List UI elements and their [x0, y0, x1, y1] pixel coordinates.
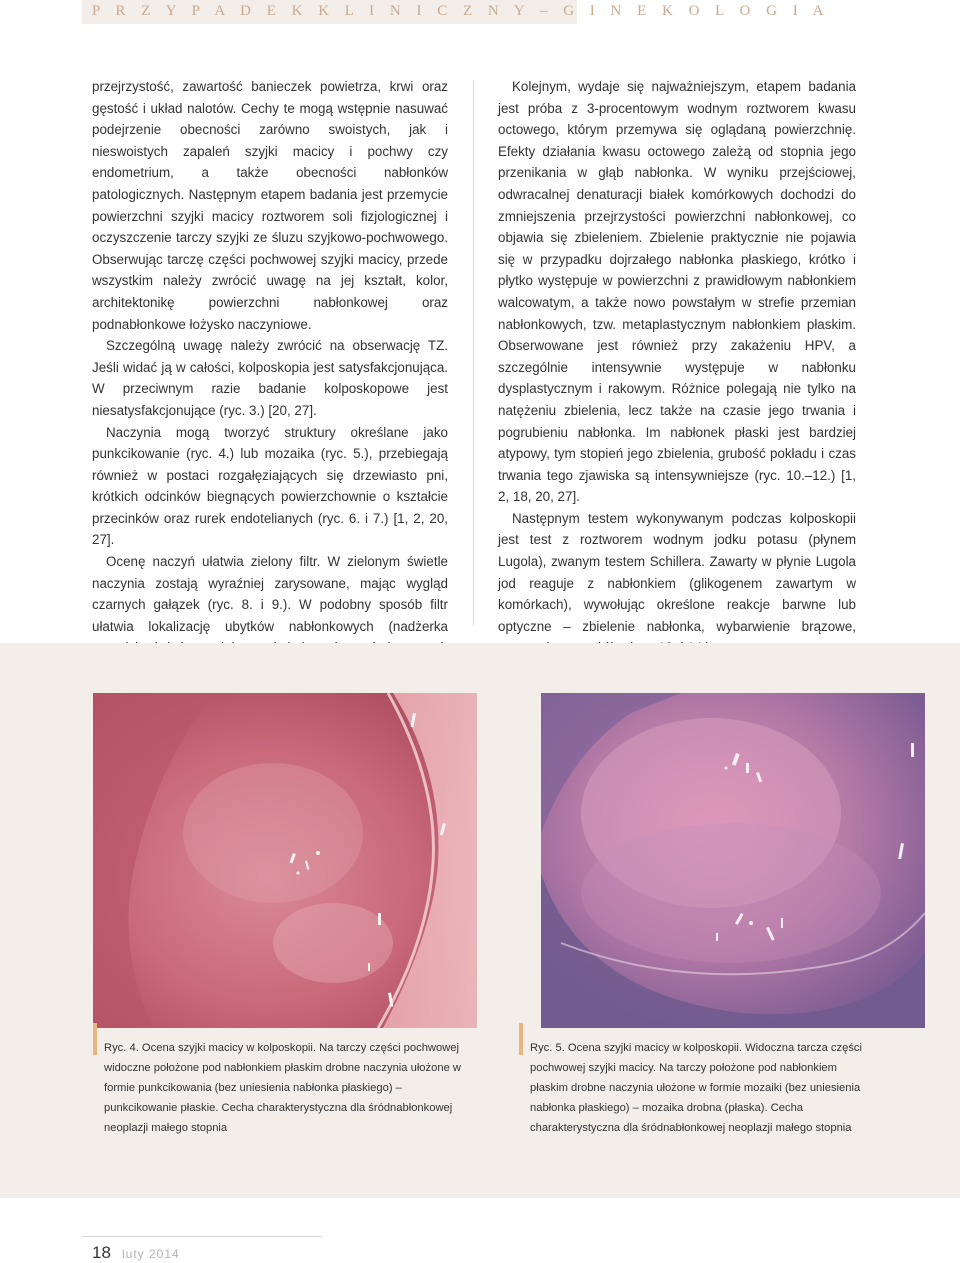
- colposcopy-image-punctation: [93, 693, 477, 1028]
- paragraph: Szczególną uwagę należy zwrócić na obserwację TZ. Jeśli widać ją w całości, kolposkopia jest satysfakcjonująca. W przeciwnym razie badanie kolposkopowe jest niesatysfakcjonujące (ryc. 3.) [20, 27].: [92, 338, 448, 418]
- figure-5-colposcopy-photo: [541, 693, 925, 1028]
- paragraph: Naczynia mogą tworzyć struktury określane jako punkcikowanie (ryc. 4.) lub mozaika (ryc. 5.), przebiegają również w postaci rozgałęziających się drzewiasto pni, krótkich odcinków biegnących powierzchownie o kształcie przecinków oraz rurek endotelianych (ryc. 6. i 7.) [1, 2, 20, 27].: [92, 424, 448, 548]
- right-text-column: [498, 76, 856, 659]
- left-text-column: [92, 76, 448, 681]
- colposcopy-image-mosaic: [541, 693, 925, 1028]
- paragraph: Następnym testem wykonywanym podczas kolposkopii jest test z roztworem wodnym jodku potasu (płynem Lugola), zwanym testem Schillera. Zawarty w płynie Lugola jod reaguje z nabłonkiem (glikogenem zawartym w komórkach), wywołując określone reakcje barwne lub optyczne – zbielenie nabłonka, wybarwienie brązowe,: [498, 510, 856, 634]
- paragraph: Kolejnym, wydaje się najważniejszym, etapem badania jest próba z 3-procentowym wodnym roztworem kwasu octowego, którym przemywa się oglądaną powierzchnię. Efekty działania kwasu octowego zależą od stopnia jego przenikania w głąb nabłonka. W wyniku przejściowej, odwracalnej denaturacji białek komórkowych dochodzi do zmniejszenia przejrzystości powierzchni nabłonkowej, co objawia się zbieleniem. Zbielenie praktycznie nie pojawia się w przypadku dojrzałego nabłonka płaskiego, krótko i płytko występuje w powierzchni z prawidłowym nabłonkiem walcowatym, a także nowo powstałym w strefie przemian nabłonkowych, tzw. metaplastycznym nabłonkiem płaskim. Obserwowane jest również przy zakażeniu HPV, a szczególnie intensywnie występuje w nabłonku dysplastycznym i rakowym. Różnice polegają nie tylko na natężeniu zbielenia, lecz także na czasie jego trwania i pogrubieniu nabłonka. Im nabłonek płaski jest bardziej atypowy, tym stopień jego zbielenia, grubość pokładu i czas trwania tego zjawiska są intensywniejsze (ryc. 10.–12.) [1, 2, 18, 20, 27].: [498, 79, 856, 505]
- caption-marker: [519, 1023, 523, 1055]
- column-divider: [473, 80, 474, 625]
- page-number: 18: [92, 1243, 111, 1262]
- caption-marker: [93, 1023, 97, 1055]
- figure-5-caption: Ryc. 5. Ocena szyjki macicy w kolposkopii. Widoczna tarcza części pochwowej szyjki macicy. Na tarczy położone pod nabłonkiem płaskim drobne naczynia ułożone w formie mozaiki (bez uniesienia nabłonka płaskiego) – mozaika drobna (płaska). Cecha charakterystyczna dla śródnabłonkowej neoplazji małego stopnia: [530, 1042, 862, 1134]
- paragraph: przejrzystość, zawartość banieczek powietrza, krwi oraz gęstość i układ nalotów. Cechy te mogą wstępnie nasuwać podejrzenie obecności zarówno swoistych, jak i nieswoistych zapaleń szyjki macicy i pochwy czy endometrium, a także obecności nabłonków patologicznych. Następnym etapem badania jest przemycie powierzchni szyjki macicy roztworem soli fizjologicznej i oczyszczenie tarczy szyjki ze śluzu szyjkowo-pochwowego. Obserwując tarczę części pochwowej szyjki macicy, przede wszystkim należy zwrócić uwagę na jej kształt, kolor, architektonikę powierzchni nabłonkowej oraz podnabłonkowe łożysko naczyniowe.: [92, 79, 448, 332]
- issue-date: luty 2014: [122, 1247, 180, 1261]
- figure-4-colposcopy-photo: [93, 693, 477, 1028]
- running-header: P R Z Y P A D E K K L I N I C Z N Y – G I N E K O L O G I A: [92, 3, 830, 19]
- figure-4-caption: Ryc. 4. Ocena szyjki macicy w kolposkopii. Na tarczy części pochwowej widoczne położone pod nabłonkiem płaskim drobne naczynia ułożone w formie punkcikowania (bez uniesienia nabłonka płaskiego) – punkcikowanie płaskie. Cecha charakterystyczna dla śródnabłonkowej neoplazji małego stopnia: [104, 1042, 461, 1134]
- footer-rule: [82, 1236, 322, 1237]
- paragraph: Ocenę naczyń ułatwia zielony filtr. W zielonym świetle naczynia zostają wyraźniej zarysowane, mając wygląd czarnych gałązek (ryc. 8. i 9.). W podobny sposób filtr ułatwia lokalizację ubytków nabłonkowych (nadżerka: [92, 554, 448, 634]
